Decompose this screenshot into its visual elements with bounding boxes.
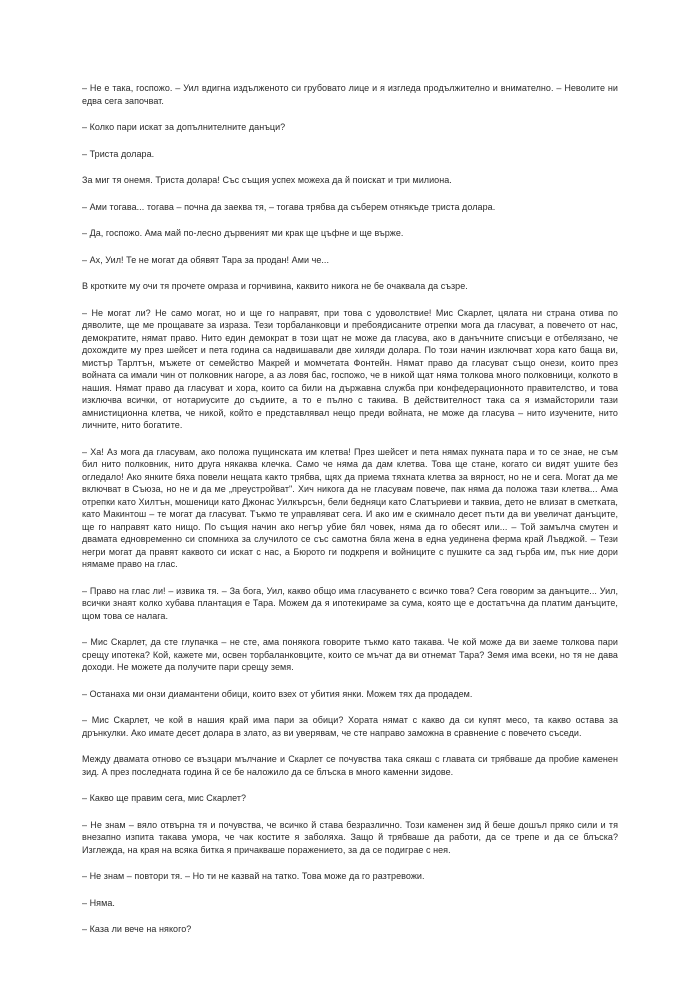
- paragraph: В кротките му очи тя прочете омраза и горчивина, каквито никога не бе очаквала да съзре.: [82, 281, 468, 291]
- paragraph: – Не знам – повтори тя. – Но ти не казвай на татко. Това може да го разтревожи.: [82, 871, 425, 881]
- paragraph: – Да, госпожо. Ама май по-лесно дървеният ми крак ще цъфне и ще върже.: [82, 228, 404, 238]
- paragraph: – Ха! Аз мога да гласувам, ако положа пущинската им клетва! През шейсет и пета нямах пукната пара и то се знае, не съм бил нито полковник, нито друга някаква клечка. Само че няма да дам клетва. Това ще стане, когато си видят ушите без огледало! Ако янките бяха повели нещата както трябва, щях да приема тяхната клетва за вярност, но не и сега. Могат да ме включват в Съюза, но не и да ме „преустройват". Хич никога да не гласувам повече, пак няма да положа тази клетва... Ама отрепки като Хилтън, мошеници като Джонас Уилкърсън, бели бедняци като Слатъриеви и таквиа, дето не влизат в сметката, като Макинтош – те могат да гласуват. Тъкмо те управляват сега. И ако им е скимнало десет пъти да ви увеличат данъците, ще го направят като нищо. По същия начин ако негър убие бял човек, няма да го обесят или... – Той замълча смутен и двамата едновременно си спомниха за случилото се със самотна бяла жена в една уединена ферма край Лъвджой. – Тези негри могат да правят каквото си искат с нас, а Бюрото ги подкрепя и войниците с пушките са зад гърба им, пък ние дори нямаме право на глас.: [82, 446, 618, 569]
- paragraph: – Триста долара.: [82, 148, 155, 159]
- paragraph: – Не знам – вяло отвърна тя и почувства, че всичко й става безразлично. Този каменен зид й беше дошъл пряко сили и тя внезапно изпита такава умора, че чак костите я заболяха. Защо й трябваше да работи, да се трепе и да се блъска? Изглежда, на края на всяка битка я причакваше поражението, за да се подиграе с нея.: [82, 819, 618, 855]
- text-column: [82, 82, 618, 950]
- paragraph: – Право на глас ли! – извика тя. – За бога, Уил, какво общо има гласуването с всичко това? Сега говорим за данъците... Уил, всички знаят колко хубава плантация е Тара. Можем да я ипотекираме за сума, която ще е достатъчна да платим данъците, щом това се налага.: [82, 585, 618, 621]
- paragraph: – Каза ли вече на някого?: [82, 924, 192, 934]
- paragraph: За миг тя онемя. Триста долара! Със същия успех можеха да й поискат и три милиона.: [82, 175, 452, 185]
- paragraph: – Колко пари искат за допълнителните данъци?: [82, 122, 286, 132]
- paragraph: – Не могат ли? Не само могат, но и ще го направят, при това с удоволствие! Мис Скарлет, цялата ни страна отива по дяволите, ще ме прощавате за израза. Тези торбаланковци и пребоядисаните отрепки мога да гласуват, а повечето от нас, демократите, нямат право. Нито един демократ в този щат не може да гласува, ако в данъчните списъци е отбелязано, че дохождите му през шейсет и пета година са надвишавали две хиляди долара. По този начин изключват хора като баща ви, мистър Тарлтън, мъжете от семейство Макрей и момчетата Фонтейн. Нямат право да гласуват също онези, които през войната са имали чин от полковник нагоре, а аз ловя бас, госпожо, че в никой щат няма толкова много полковници, колкото в нашия. Нямат право да гласуват и хора, които са били на държавна служба при конфедерационното правителство, и това изключва всички, от нотариусите до съдиите, а то е пълно с такива. В действителност така са я измайсторили тази амнистиционна клетва, че никой, който е представлявал нещо преди войната, не може да гласува – нито изучените, нито личните, нито богатите.: [82, 307, 618, 430]
- paragraph: – Останаха ми онзи диамантени обици, които взех от убития янки. Можем тях да продадем.: [82, 688, 473, 699]
- paragraph: – Няма.: [82, 897, 115, 908]
- paragraph: – Какво ще правим сега, мис Скарлет?: [82, 793, 247, 803]
- paragraph: – Ах, Уил! Те не могат да обявят Тара за продан! Ами че...: [82, 254, 330, 265]
- paragraph: – Мис Скарлет, да сте глупачка – не сте, ама понякога говорите тъкмо като такава. Че кой може да ви заеме толкова пари срещу ипотека? Кой, кажете ми, освен торбаланковците, които се мъчат да ви отнемат Тара? Земя има всеки, но тя не дава доходи. Не можете да получите пари срещу земя.: [82, 637, 618, 672]
- paragraph: – Ами тогава... тогава – почна да заеква тя, – тогава трябва да съберем отнякъде триста долара.: [82, 201, 496, 212]
- paragraph: – Не е така, госпожо. – Уил вдигна издълженото си грубовато лице и я изгледа продължително и внимателно. – Неволите ни едва сега започват.: [82, 83, 618, 106]
- paragraph: Между двамата отново се възцари мълчание и Скарлет се почувства така сякаш с главата си трябваше да пробие каменен зид. А през последната година й се бе наложило да се блъска в много каменни зидове.: [82, 754, 618, 777]
- paragraph: – Мис Скарлет, че кой в нашия край има пари за обици? Хората нямат с какво да си купят месо, та какво остава за дрънкулки. Ако имате десет долара в злато, аз ви уверявам, че сте направо заможна в сравнение с повечето съседи.: [82, 715, 618, 738]
